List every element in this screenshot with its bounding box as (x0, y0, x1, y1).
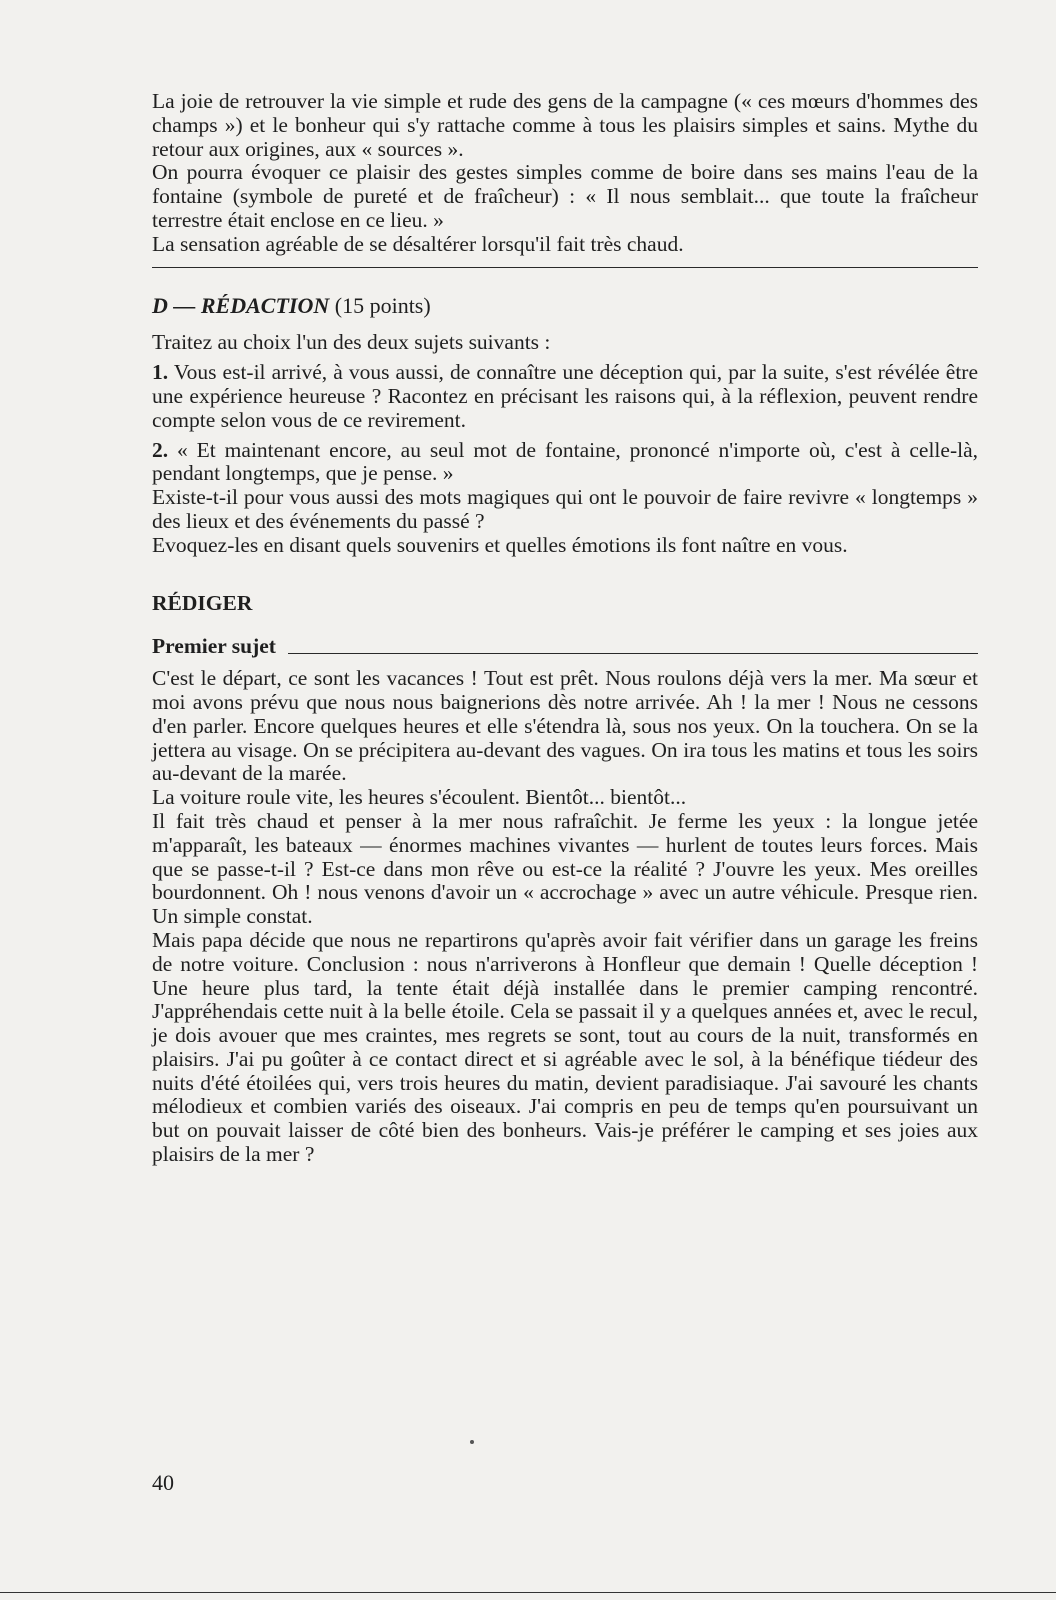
section-d-instruction: Traitez au choix l'un des deux sujets suivants : (152, 330, 551, 355)
subject-2-text: « Et maintenant encore, au seul mot de fontaine, prononcé n'importe où, c'est à celle-là, pendant longtemps, que je pense. » (152, 437, 978, 486)
page-number: 40 (152, 1470, 174, 1495)
section-divider (152, 267, 978, 268)
essay-paragraph-2: La voiture roule vite, les heures s'écoulent. Bientôt... bientôt... (152, 785, 687, 810)
intro-paragraph-2: On pourra évoquer ce plaisir des gestes simples comme de boire dans ses mains l'eau de la fontaine (symbole de pureté et de fraîcheur) : « Il nous semblait... que toute la fraîcheur terrestre était enclose en ce lieu. » (152, 160, 978, 232)
subject-2-question: Existe-t-il pour vous aussi des mots magiques qui ont le pouvoir de faire revivre « longtemps » des lieux et des événements du passé ? (152, 485, 978, 533)
section-d-points: (15 points) (329, 292, 431, 318)
bottom-edge-line (0, 1592, 1056, 1593)
intro-paragraph-1: La joie de retrouver la vie simple et rude des gens de la campagne (« ces mœurs d'hommes des champs ») et le bonheur qui s'y rattache comme à tous les plaisirs simples et sains. Mythe du retour aux origines, aux « sources ». (152, 89, 978, 161)
essay-paragraph-4: Mais papa décide que nous ne repartirons qu'après avoir fait vérifier dans un garage les freins de notre voiture. Conclusion : nous n'arriverons à Honfleur que demain ! Quelle déception ! Une heure plus tard, la tente était déjà installée dans le premier camping rencontré. J'appréhendais cette nuit à la belle étoile. Cela se passait il y a quelques années et, avec le recul, je dois avouer que mes craintes, mes regrets se sont, tout au cours de la nuit, transformés en plaisirs. J'ai pu goûter à ce contact direct et si agréable avec le sol, à la bénéfique tiédeur des nuits d'été étoilées qui, vers trois heures du matin, devient paradisiaque. J'ai savouré les chants mélodieux et combien variés des oiseaux. J'ai compris en peu de temps qu'en poursuivant un but on pouvait laisser de côté bien des bonheurs. Vais-je préférer le camping et ses joies aux plaisirs de la mer ? (152, 927, 978, 1167)
section-d-title-main: D — RÉDACTION (152, 292, 330, 318)
page-content (152, 90, 978, 1167)
essay-paragraph-3: Il fait très chaud et penser à la mer nous rafraîchit. Je ferme les yeux : la longue jetée m'apparaît, les bateaux — énormes machines vivantes — hurlent de toutes leurs forces. Mais que se passe-t-il ? Est-ce dans mon rêve ou est-ce la réalité ? J'ouvre les yeux. Mes oreilles bourdonnent. Oh ! nous venons d'avoir un « accrochage » avec un autre véhicule. Presque rien. Un simple constat. (152, 808, 978, 929)
subject-1-number: 1. (152, 360, 169, 385)
premier-sujet-rule (288, 653, 978, 654)
subject-2-instruction: Evoquez-les en disant quels souvenirs et quelles émotions ils font naître en vous. (152, 532, 848, 557)
section-d-title (152, 294, 978, 318)
subject-1-text: Vous est-il arrivé, à vous aussi, de connaître une déception qui, par la suite, s'est révélée être une expérience heureuse ? Racontez en précisant les raisons qui, à la réflexion, peuvent rendre compte selon vous de ce revirement. (152, 360, 978, 432)
premier-sujet-heading: Premier sujet (152, 634, 276, 659)
premier-sujet-row (152, 635, 978, 659)
print-speck (470, 1440, 474, 1444)
intro-paragraph-3: La sensation agréable de se désaltérer lorsqu'il fait très chaud. (152, 231, 684, 256)
essay-paragraph-1: C'est le départ, ce sont les vacances ! Tout est prêt. Nous roulons déjà vers la mer. Ma sœur et moi avons prévu que nous nous baignerions dès notre arrivée. Ah ! la mer ! Nous ne cessons d'en parler. Encore quelques heures et elle s'étendra là, sous nos yeux. On la touchera. On se la jettera au visage. On se précipitera au-devant des vagues. On ira tous les matins et tous les soirs au-devant de la marée. (152, 666, 978, 786)
subject-2-number: 2. (152, 437, 169, 462)
subject-1 (152, 361, 978, 432)
rediger-heading: RÉDIGER (152, 590, 253, 615)
subject-2 (152, 439, 978, 487)
